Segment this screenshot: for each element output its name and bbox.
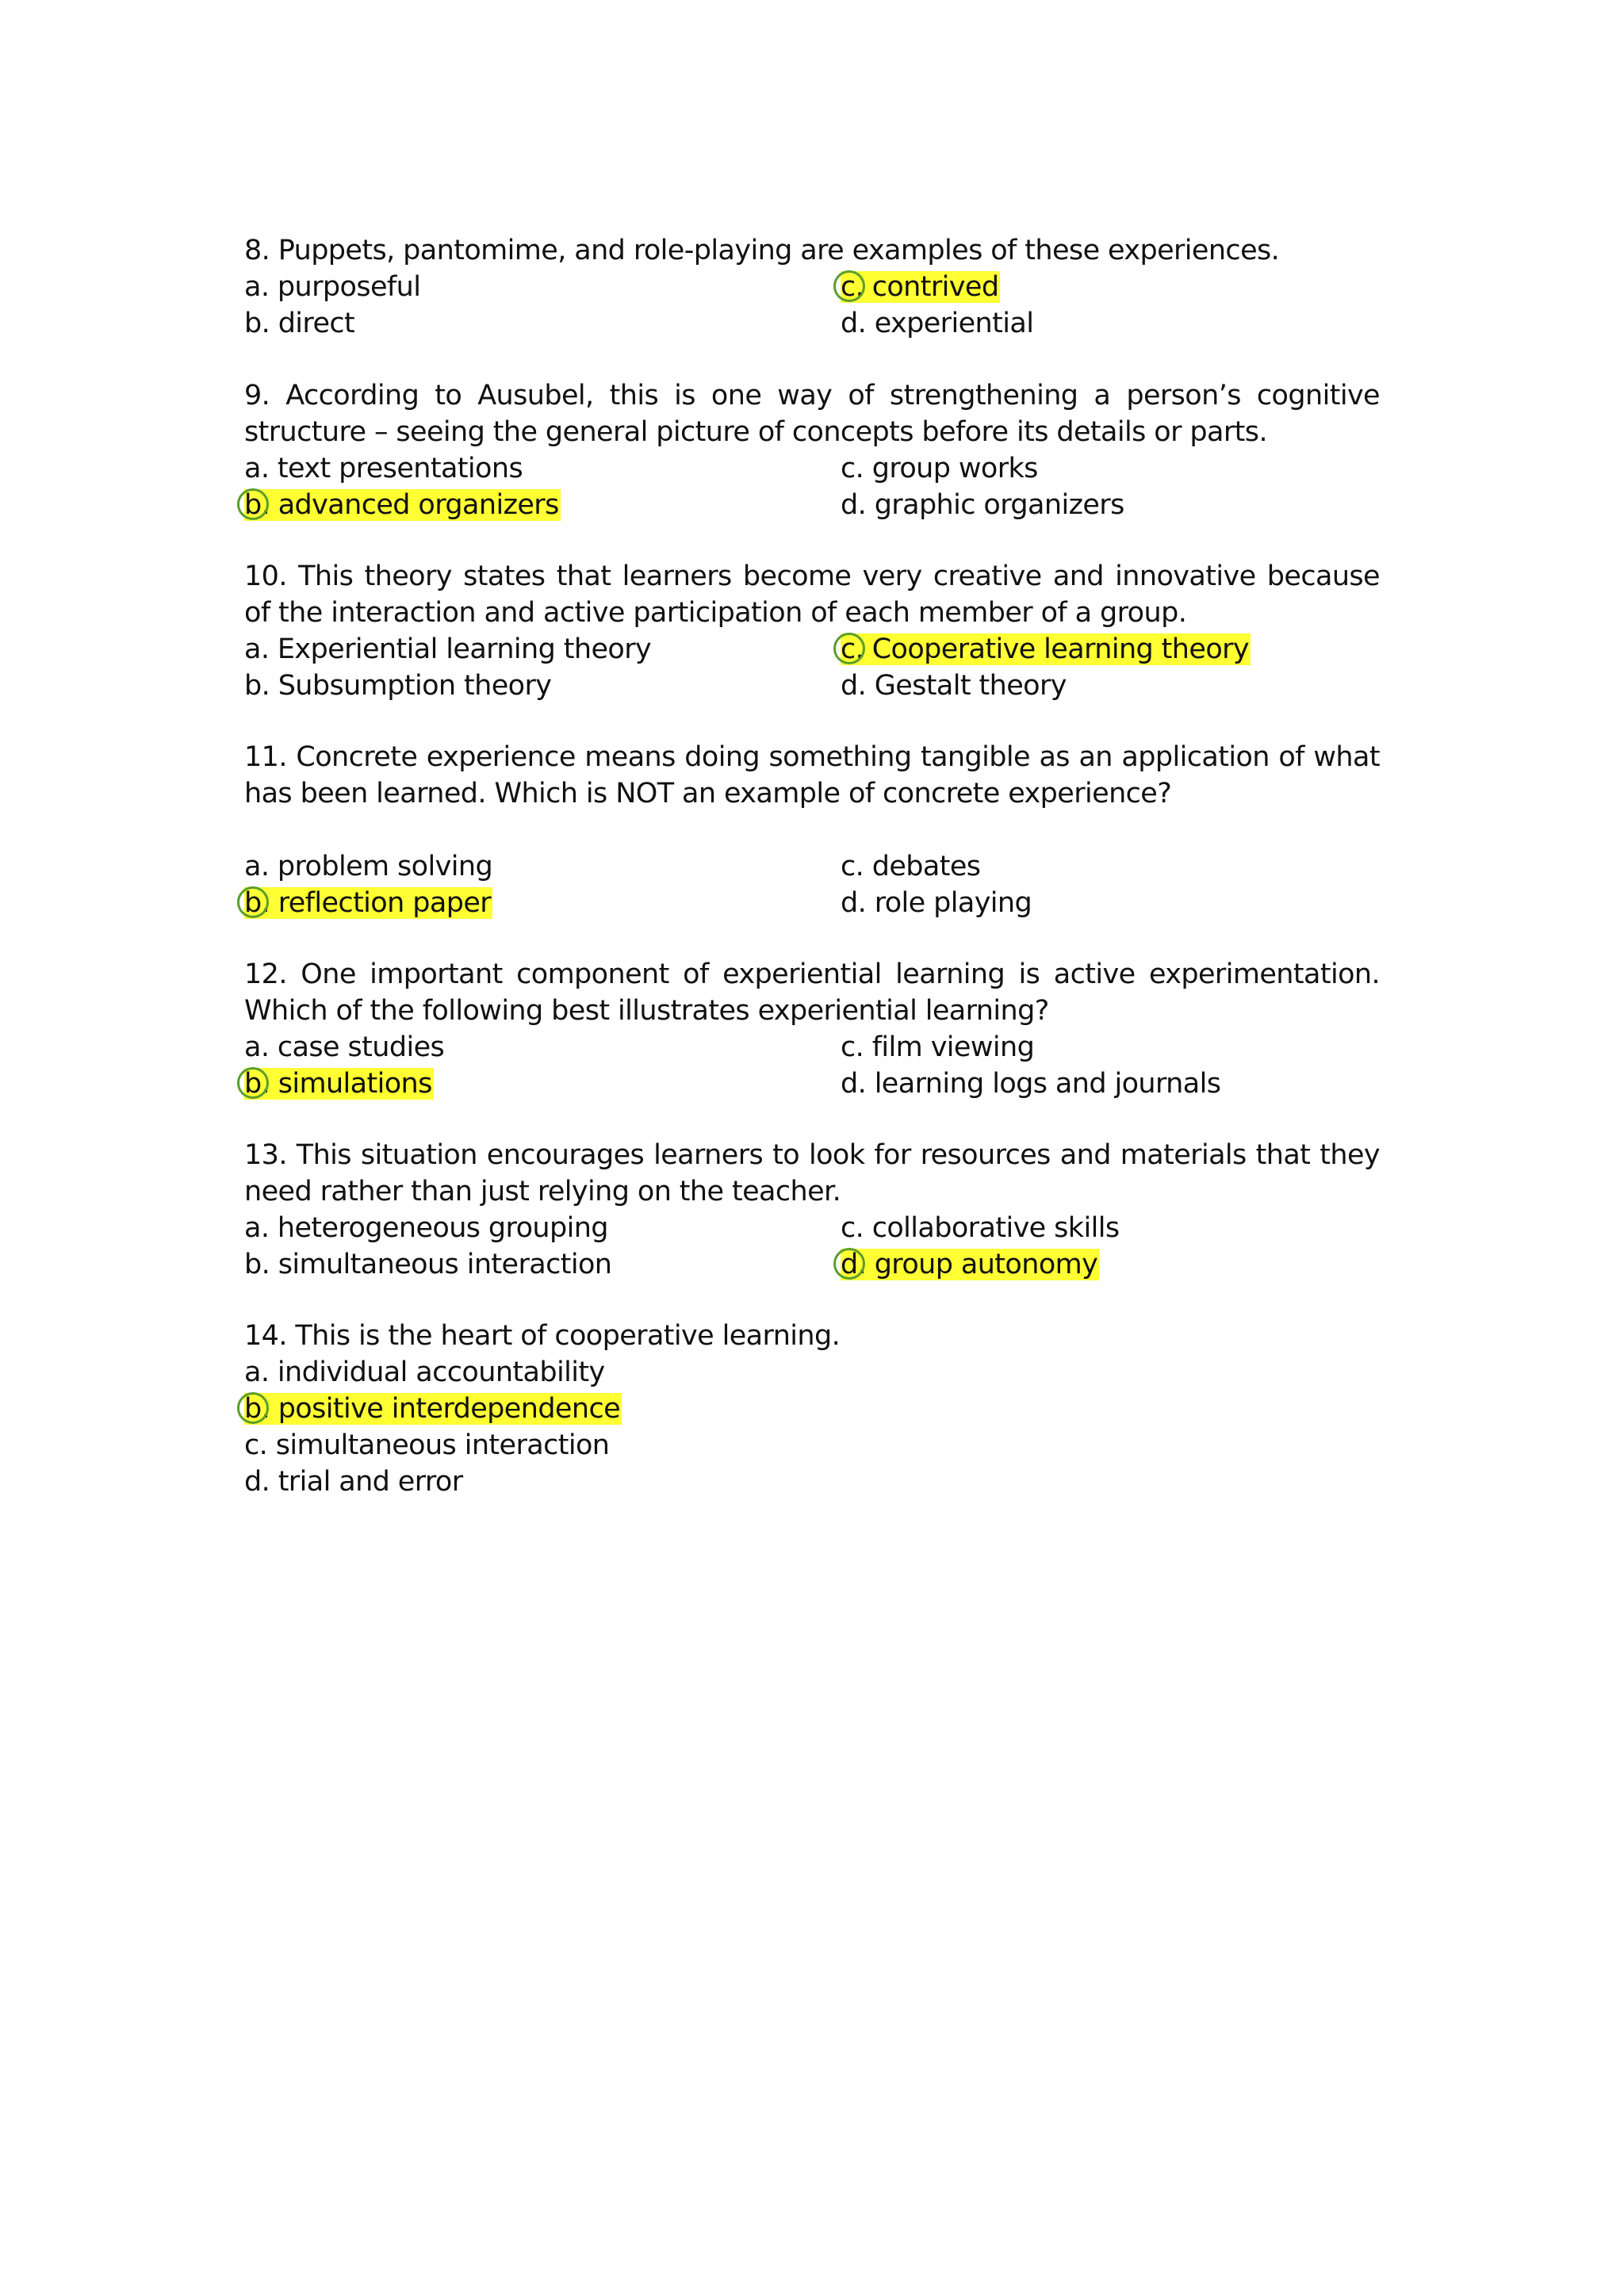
option-a bbox=[244, 631, 841, 668]
option-c bbox=[841, 450, 1380, 487]
answer-options bbox=[244, 1354, 1380, 1500]
highlighted-answer bbox=[244, 1393, 622, 1425]
highlighted-answer bbox=[841, 1249, 1099, 1280]
option-d bbox=[841, 1246, 1380, 1283]
question-12 bbox=[244, 956, 1380, 1102]
highlighted-answer bbox=[841, 633, 1251, 665]
option-letter: a. bbox=[244, 851, 270, 882]
option-letter: a. bbox=[244, 453, 270, 484]
option-b bbox=[244, 487, 841, 523]
option-letter: d. bbox=[841, 308, 867, 339]
option-letter: a. bbox=[244, 271, 270, 303]
circled-answer-letter: b. bbox=[244, 487, 270, 523]
question-stem: 14. This is the heart of cooperative learning. bbox=[244, 1320, 841, 1352]
option-text: graphic organizers bbox=[874, 489, 1124, 521]
option-text: film viewing bbox=[871, 1031, 1035, 1063]
option-text: advanced organizers bbox=[278, 489, 559, 521]
question-14 bbox=[244, 1318, 1380, 1500]
option-text: debates bbox=[871, 851, 981, 882]
option-letter: d. bbox=[841, 1068, 867, 1100]
option-text: role playing bbox=[874, 887, 1032, 919]
answer-options bbox=[244, 631, 1380, 704]
option-c bbox=[841, 631, 1380, 668]
circled-answer-letter: b. bbox=[244, 885, 270, 921]
option-text: simultaneous interaction bbox=[275, 1429, 610, 1461]
option-a bbox=[244, 1354, 1380, 1391]
option-text: learning logs and journals bbox=[874, 1068, 1221, 1100]
question-stem: 13. This situation encourages learners to look for resources and materials that they need rather than just relying on the teacher. bbox=[244, 1139, 1380, 1207]
option-d bbox=[841, 487, 1380, 523]
option-text: contrived bbox=[871, 271, 999, 303]
question-stem: 8. Puppets, pantomime, and role-playing are examples of these experiences. bbox=[244, 235, 1280, 266]
question-stem: 12. One important component of experiential learning is active experimentation. Which of the following best illustrates experiential learning? bbox=[244, 959, 1380, 1027]
option-text: purposeful bbox=[277, 271, 421, 303]
option-c bbox=[244, 1427, 1380, 1464]
option-text: heterogeneous grouping bbox=[277, 1212, 608, 1244]
option-b bbox=[244, 1066, 841, 1102]
option-text: reflection paper bbox=[278, 887, 492, 919]
option-c bbox=[841, 848, 1380, 885]
option-d bbox=[244, 1464, 1380, 1500]
option-letter: c. bbox=[841, 1212, 864, 1244]
option-b bbox=[244, 885, 841, 921]
option-letter: d. bbox=[841, 670, 867, 702]
circled-answer-letter: c. bbox=[841, 269, 864, 305]
option-letter: c. bbox=[244, 1429, 268, 1461]
highlighted-answer bbox=[841, 271, 1000, 303]
question-8 bbox=[244, 232, 1380, 342]
option-text: direct bbox=[278, 308, 355, 339]
option-d bbox=[841, 305, 1380, 342]
question-stem: 9. According to Ausubel, this is one way of strengthening a person’s cognitive structure – seeing the general picture of concepts before its details or parts. bbox=[244, 380, 1380, 448]
option-letter: a. bbox=[244, 1357, 270, 1388]
option-c bbox=[841, 269, 1380, 305]
option-letter: c. bbox=[841, 453, 864, 484]
option-letter: d. bbox=[841, 489, 867, 521]
option-text: simultaneous interaction bbox=[278, 1249, 612, 1280]
answer-options bbox=[244, 269, 1380, 342]
option-text: positive interdependence bbox=[278, 1393, 621, 1425]
option-text: problem solving bbox=[277, 851, 493, 882]
option-text: Experiential learning theory bbox=[277, 633, 652, 665]
option-text: Gestalt theory bbox=[874, 670, 1067, 702]
option-a bbox=[244, 848, 841, 885]
option-text: collaborative skills bbox=[871, 1212, 1120, 1244]
option-letter: d. bbox=[841, 887, 867, 919]
option-letter: a. bbox=[244, 1212, 270, 1244]
question-stem: 10. This theory states that learners become very creative and innovative because of the interaction and active participation of each member of a group. bbox=[244, 561, 1380, 629]
highlighted-answer bbox=[244, 887, 492, 919]
answer-options bbox=[244, 1029, 1380, 1102]
highlighted-answer bbox=[244, 1068, 434, 1100]
option-b bbox=[244, 1391, 1380, 1427]
option-letter: c. bbox=[841, 851, 864, 882]
option-text: simulations bbox=[278, 1068, 432, 1100]
circled-answer-letter: d. bbox=[841, 1246, 866, 1283]
option-letter: d. bbox=[244, 1466, 270, 1498]
circled-answer-letter: b. bbox=[244, 1066, 270, 1102]
option-text: text presentations bbox=[277, 453, 523, 484]
option-letter: b. bbox=[244, 670, 270, 702]
option-a bbox=[244, 1210, 841, 1246]
option-b bbox=[244, 305, 841, 342]
highlighted-answer bbox=[244, 489, 561, 521]
question-11 bbox=[244, 739, 1380, 921]
option-text: experiential bbox=[874, 308, 1034, 339]
option-text: group autonomy bbox=[874, 1249, 1098, 1280]
answer-options bbox=[244, 1210, 1380, 1283]
question-10 bbox=[244, 558, 1380, 704]
option-letter: c. bbox=[841, 1031, 864, 1063]
answer-options bbox=[244, 450, 1380, 523]
option-letter: b. bbox=[244, 308, 270, 339]
answer-options bbox=[244, 848, 1380, 921]
option-c bbox=[841, 1029, 1380, 1066]
option-text: group works bbox=[871, 453, 1038, 484]
option-a bbox=[244, 1029, 841, 1066]
option-text: trial and error bbox=[278, 1466, 463, 1498]
option-text: Cooperative learning theory bbox=[871, 633, 1250, 665]
option-c bbox=[841, 1210, 1380, 1246]
option-b bbox=[244, 668, 841, 704]
option-a bbox=[244, 269, 841, 305]
option-d bbox=[841, 885, 1380, 921]
question-13 bbox=[244, 1137, 1380, 1283]
question-9 bbox=[244, 377, 1380, 523]
option-letter: b. bbox=[244, 1249, 270, 1280]
circled-answer-letter: b. bbox=[244, 1391, 270, 1427]
option-text: individual accountability bbox=[277, 1357, 605, 1388]
option-a bbox=[244, 450, 841, 487]
option-b bbox=[244, 1246, 841, 1283]
option-letter: a. bbox=[244, 633, 270, 665]
option-text: case studies bbox=[277, 1031, 445, 1063]
option-text: Subsumption theory bbox=[278, 670, 552, 702]
option-letter: a. bbox=[244, 1031, 270, 1063]
option-d bbox=[841, 668, 1380, 704]
option-d bbox=[841, 1066, 1380, 1102]
question-stem: 11. Concrete experience means doing something tangible as an application of what has been learned. Which is NOT an example of concrete experience? bbox=[244, 741, 1380, 809]
circled-answer-letter: c. bbox=[841, 631, 864, 668]
